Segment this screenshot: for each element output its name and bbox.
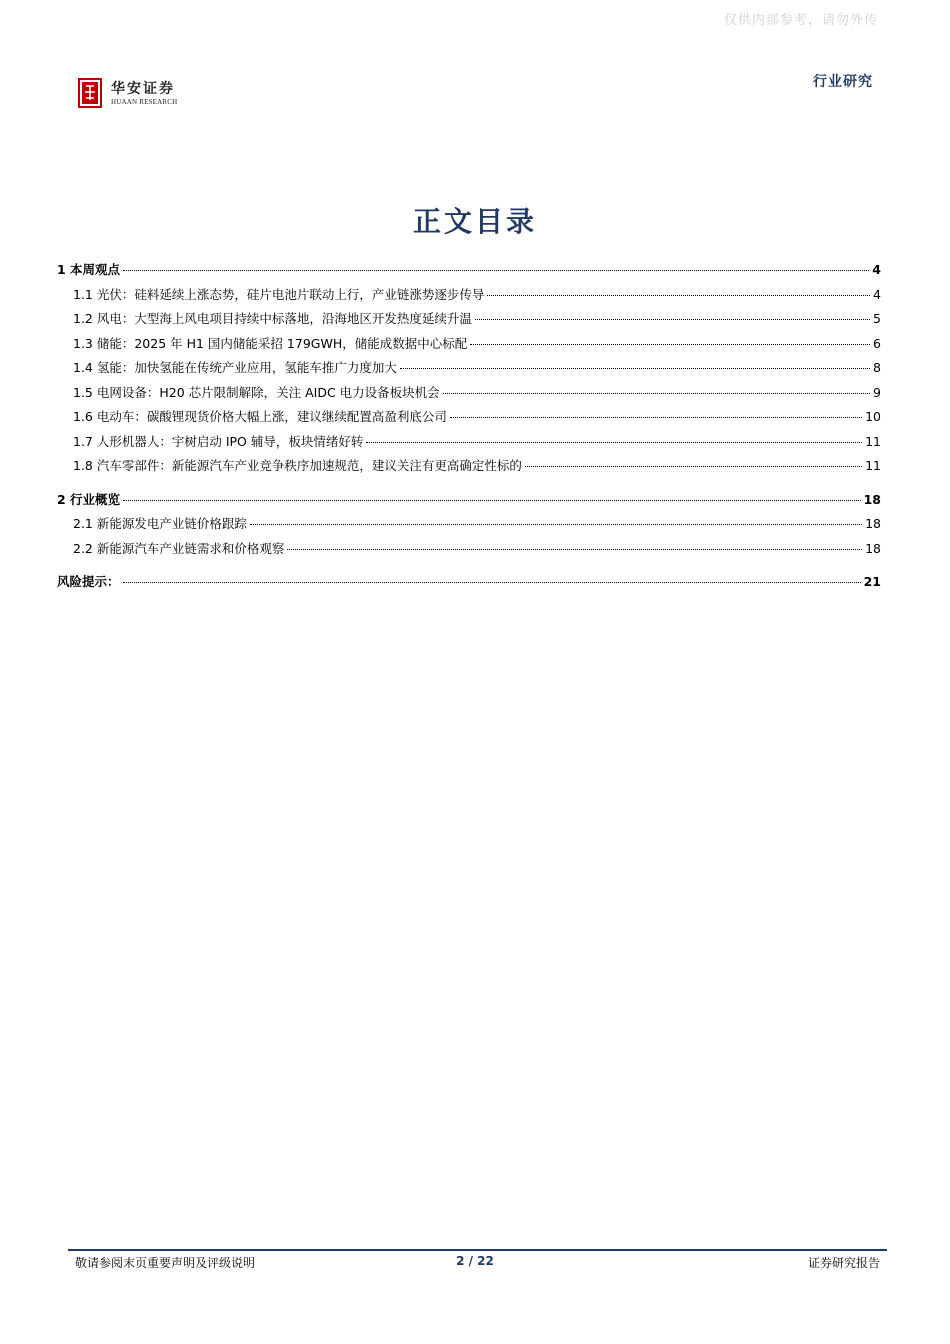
toc-subsection-entry[interactable] xyxy=(57,358,881,383)
toc-subsection-entry[interactable] xyxy=(57,334,881,359)
page-indicator: 2 / 22 xyxy=(456,1254,494,1268)
toc-entry-label: 风险提示： xyxy=(57,574,120,589)
brand-logo xyxy=(78,78,177,108)
brand-name-en: HUAAN RESEARCH xyxy=(111,97,178,106)
toc-section-gap xyxy=(57,481,881,490)
toc-subsection-entry[interactable] xyxy=(57,309,881,334)
toc-page-number: 11 xyxy=(865,458,881,473)
toc-entry-label: 1 本周观点 xyxy=(57,262,121,277)
toc-leader-dots xyxy=(123,270,869,271)
toc-section-gap xyxy=(57,563,881,572)
toc-subsection-entry[interactable] xyxy=(57,285,881,310)
toc-page-number: 5 xyxy=(873,311,881,326)
toc-leader-dots xyxy=(475,319,870,320)
toc-subsection-entry[interactable] xyxy=(57,383,881,408)
toc-entry-label: 2.2 新能源汽车产业链需求和价格观察 xyxy=(73,540,285,556)
toc-leader-dots xyxy=(400,368,870,369)
toc-leader-dots xyxy=(525,466,862,467)
toc-page-number: 18 xyxy=(865,516,881,531)
brand-name-cn: 华安证券 xyxy=(111,80,175,97)
toc-section-entry[interactable] xyxy=(57,260,881,285)
toc-page-number: 8 xyxy=(873,360,881,375)
toc-entry-label: 1.1 光伏：硅料延续上涨态势，硅片电池片联动上行，产业链涨势逐步传导 xyxy=(73,286,485,302)
toc-subsection-entry[interactable] xyxy=(57,539,881,564)
toc-leader-dots xyxy=(287,549,862,550)
footer-divider xyxy=(68,1249,887,1251)
toc-leader-dots xyxy=(470,344,870,345)
toc-entry-label: 1.5 电网设备：H20 芯片限制解除，关注 AIDC 电力设备板块机会 xyxy=(73,384,440,400)
toc-page-number: 21 xyxy=(863,574,881,589)
toc-subsection-entry[interactable] xyxy=(57,456,881,481)
toc-page-number: 10 xyxy=(865,409,881,424)
toc-leader-dots xyxy=(250,524,862,525)
toc-entry-label: 1.4 氢能：加快氢能在传统产业应用，氢能车推广力度加大 xyxy=(73,360,397,375)
toc-entry-label: 2.1 新能源发电产业链价格跟踪 xyxy=(73,516,247,531)
toc-entry-label: 2 行业概览 xyxy=(57,491,121,507)
table-of-contents xyxy=(57,260,881,597)
toc-leader-dots xyxy=(366,442,862,443)
toc-entry-label: 1.8 汽车零部件：新能源汽车产业竞争秩序加速规范，建议关注有更高确定性标的 xyxy=(73,458,522,473)
toc-leader-dots xyxy=(450,417,862,418)
toc-section-entry[interactable] xyxy=(57,572,881,597)
toc-subsection-entry[interactable] xyxy=(57,407,881,432)
footer-doc-type: 证券研究报告 xyxy=(807,1256,880,1270)
toc-section-entry[interactable] xyxy=(57,490,881,515)
toc-title: 正文目录 xyxy=(412,205,537,238)
toc-page-number: 4 xyxy=(872,262,881,277)
toc-page-number: 18 xyxy=(865,540,881,556)
toc-leader-dots xyxy=(123,582,861,583)
toc-entry-label: 1.3 储能：2025 年 H1 国内储能采招 179GWH，储能成数据中心标配 xyxy=(73,335,468,351)
report-category: 行业研究 xyxy=(813,74,873,90)
toc-page-number: 18 xyxy=(863,491,881,507)
footer-disclaimer: 敬请参阅末页重要声明及评级说明 xyxy=(75,1256,256,1270)
toc-leader-dots xyxy=(443,393,870,394)
watermark: 仅供内部参考，请勿外传 xyxy=(723,13,878,28)
toc-page-number: 11 xyxy=(865,433,881,449)
toc-subsection-entry[interactable] xyxy=(57,514,881,539)
toc-page-number: 4 xyxy=(873,286,881,302)
toc-page-number: 9 xyxy=(873,384,881,400)
toc-leader-dots xyxy=(123,500,861,501)
toc-leader-dots xyxy=(487,295,870,296)
seal-icon xyxy=(78,78,102,108)
toc-entry-label: 1.7 人形机器人：宇树启动 IPO 辅导，板块情绪好转 xyxy=(73,433,364,449)
toc-page-number: 6 xyxy=(873,335,881,351)
toc-entry-label: 1.6 电动车：碳酸锂现货价格大幅上涨，建议继续配置高盈利底公司 xyxy=(73,409,447,424)
toc-entry-label: 1.2 风电：大型海上风电项目持续中标落地，沿海地区开发热度延续升温 xyxy=(73,311,472,326)
toc-subsection-entry[interactable] xyxy=(57,432,881,457)
